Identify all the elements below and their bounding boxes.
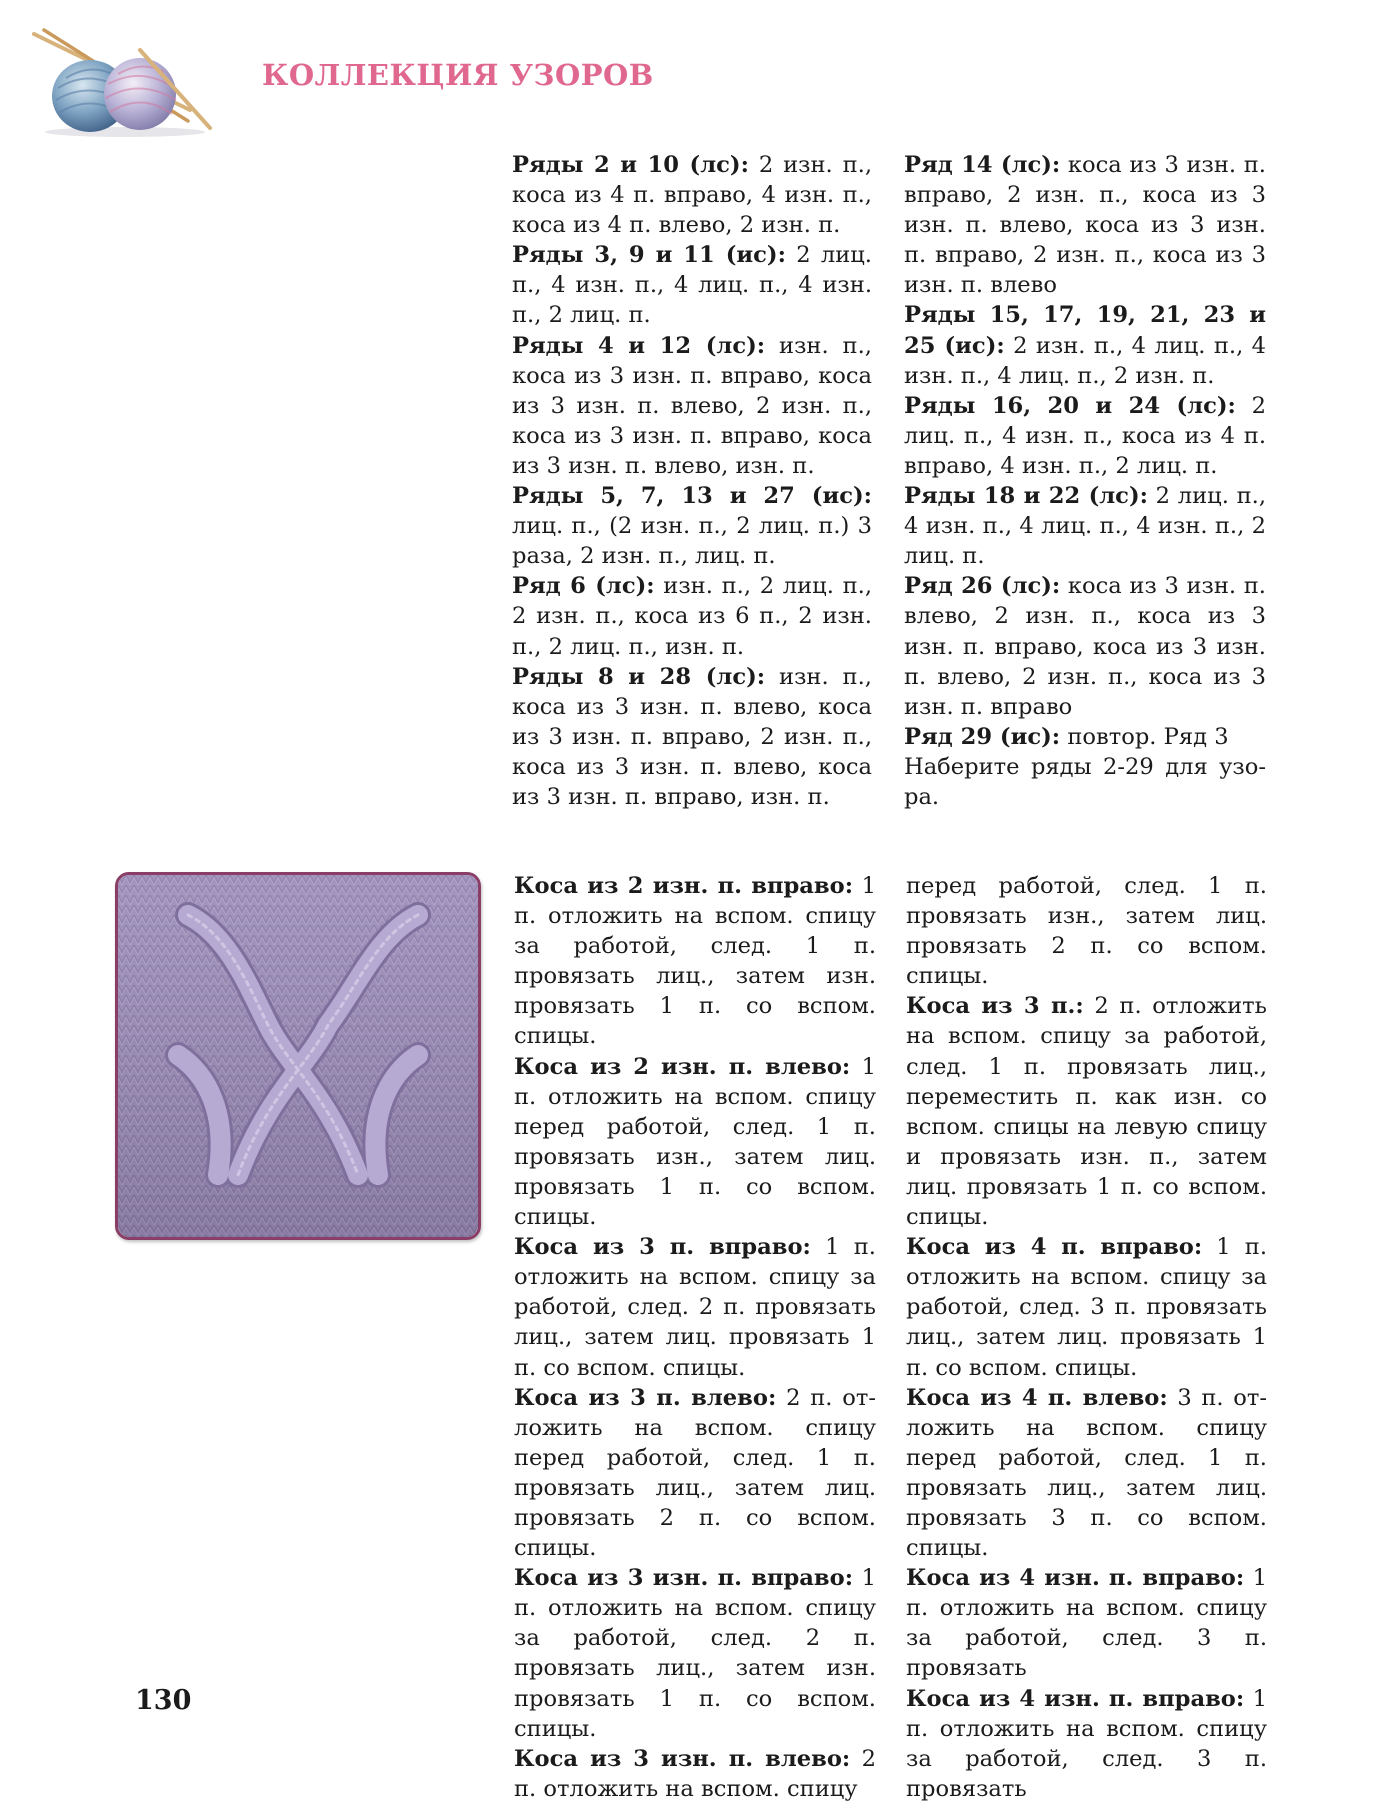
paragraph-heading: Коса из 2 изн. п. вправо: [514, 873, 854, 899]
page-title: КОЛЛЕКЦИЯ УЗОРОВ [262, 58, 654, 92]
knitted-swatch-image [115, 872, 481, 1240]
paragraph-heading: Ряды 16, 20 и 24 (лс): [904, 392, 1236, 419]
paragraph-heading: Коса из 3 п. влево: [514, 1384, 777, 1411]
paragraph-heading: Ряды 3, 9 и 11 (ис): [512, 242, 786, 269]
paragraph-heading: Ряды 5, 7, 13 и 27 (ис): [512, 483, 872, 510]
text-paragraph [906, 991, 1267, 1232]
paragraph-body: 1 п. отложить на вспом. спицу за работой, след. 3 п. провязать [906, 1565, 1267, 1682]
paragraph-heading: Ряд 14 (лс): [904, 152, 1061, 178]
page-number: 130 [135, 1685, 192, 1716]
paragraph-body: 2 лиц. п., 4 изн. п., 4 лиц. п., 4 изн. п., 2 лиц. п. [904, 483, 1267, 570]
paragraph-heading: Коса из 4 изн. п. вправо: [906, 1565, 1245, 1592]
paragraph-body: 1 п. отложить на вспом. спицу за работой, след. 3 п. провязать лиц., затем лиц. провязать 1 п. со вспом. спицы. [906, 1234, 1267, 1381]
paragraph-body: 2 п. отложить на вспом. спицу [514, 1745, 877, 1802]
paragraph-body: 2 изн. п., коса из 4 п. вправо, 4 изн. п., коса из 4 п. влево, 2 изн. п. [512, 152, 872, 239]
yarn-balls-icon [30, 28, 220, 138]
text-paragraph [514, 1232, 876, 1382]
paragraph-heading: Ряд 26 (лс): [904, 573, 1061, 600]
text-paragraph [514, 1052, 876, 1233]
paragraph-heading: Коса из 3 п.: [906, 993, 1084, 1020]
paragraph-heading: Ряды 4 и 12 (лс): [512, 332, 766, 359]
pattern-rows-column-2 [904, 150, 1266, 812]
paragraph-heading: Ряды 18 и 22 (лс): [904, 483, 1148, 510]
text-paragraph [512, 331, 872, 481]
paragraph-heading: Ряды 15, 17, 19, 21, 23 и 25 (ис): [904, 302, 1266, 359]
text-paragraph [514, 1383, 876, 1564]
paragraph-heading: Ряды 8 и 28 (лс): [512, 663, 766, 690]
text-paragraph [906, 1563, 1267, 1683]
paragraph-body: 1 п. отложить на вспом. спицу за работой, след. 2 п. провязать лиц., затем изн. провязать 1 п. со вспом. спицы. [514, 1565, 876, 1742]
text-paragraph [904, 391, 1266, 481]
paragraph-body: 2 лиц. п., 4 изн. п., 4 лиц. п., 4 изн. п., 2 лиц. п. [512, 242, 872, 329]
paragraph-body: 2 лиц. п., 4 изн. п., коса из 4 п. вправо, 4 изн. п., 2 лиц. п. [904, 392, 1266, 479]
paragraph-heading: Ряд 6 (лс): [512, 573, 655, 600]
text-paragraph [514, 1744, 876, 1804]
paragraph-body: 2 п. отложить на вспом. спицу перед работой, след. 1 п. провязать лиц., затем лиц. провязать 2 п. со вспом. спицы. [514, 1384, 876, 1562]
text-paragraph [512, 571, 872, 661]
paragraph-body: перед работой, след. 1 п. провязать изн., затем лиц. провязать 2 п. со вспом. спицы. [906, 873, 1267, 990]
paragraph-heading: Коса из 4 п. влево: [906, 1384, 1168, 1411]
text-paragraph [514, 1563, 876, 1744]
paragraph-heading: Коса из 3 изн. п. вправо: [514, 1565, 854, 1592]
paragraph-body: изн. п., коса из 3 изн. п. влево, коса из 3 изн. п. вправо, 2 изн. п., коса из 3 изн. п. влево, коса из 3 изн. п. вправо, изн. п. [512, 663, 872, 810]
text-paragraph [906, 1684, 1267, 1804]
paragraph-body: коса из 3 изн. п. влево, 2 изн. п., коса из 3 изн. п. вправо, коса из 3 изн. п. влево, 2 изн. п., коса из 3 изн. п. вправо [904, 573, 1266, 720]
text-paragraph [512, 481, 872, 571]
text-paragraph [906, 1232, 1267, 1382]
text-paragraph [512, 240, 872, 330]
text-paragraph [904, 722, 1266, 752]
text-paragraph [514, 871, 876, 1052]
paragraph-heading: Ряды 2 и 10 (лс): [512, 152, 749, 178]
text-paragraph [904, 300, 1266, 390]
paragraph-body: 1 п. отложить на вспом. спицу перед работой, след. 1 п. провязать изн., затем лиц. провязать 1 п. со вспом. спицы. [514, 1053, 877, 1231]
paragraph-body: изн. п., коса из 3 изн. п. вправо, коса из 3 изн. п. влево, 2 изн. п., коса из 3 изн. п. вправо, коса из 3 изн. п. влево, изн. п. [512, 332, 872, 479]
text-paragraph [512, 150, 872, 240]
text-paragraph [904, 571, 1266, 721]
paragraph-body: 1 п. отложить на вспом. спицу за работой, след. 1 п. провязать лиц., затем изн. провязать 1 п. со вспом. спицы. [514, 873, 876, 1050]
cable-abbreviations-column-1 [514, 871, 876, 1804]
cable-abbreviations-column-2 [906, 871, 1267, 1804]
paragraph-body: коса из 3 изн. п. вправо, 2 изн. п., коса из 3 изн. п. влево, коса из 3 изн. п. вправо, 2 изн. п., коса из 3 изн. п. влево [904, 152, 1266, 299]
paragraph-heading: Коса из 3 п. вправо: [514, 1234, 811, 1261]
paragraph-body: 2 изн. п., 4 лиц. п., 4 изн. п., 4 лиц. п., 2 изн. п. [904, 332, 1266, 389]
paragraph-body: Наберите ряды 2-29 для узора. [904, 753, 1266, 810]
paragraph-body: 1 п. отложить на вспом. спицу за работой, след. 2 п. провязать лиц., затем лиц. провязать 1 п. со вспом. спицы. [514, 1234, 876, 1381]
text-paragraph [904, 752, 1266, 812]
paragraph-body: 1 п. отложить на вспом. спицу за работой, след. 3 п. провязать [906, 1685, 1267, 1802]
text-paragraph [904, 150, 1266, 300]
text-paragraph [906, 871, 1267, 991]
paragraph-heading: Ряд 29 (ис): [904, 723, 1061, 750]
cable-pattern-illustration [118, 875, 478, 1237]
text-paragraph [906, 1383, 1267, 1564]
text-paragraph [512, 662, 872, 812]
paragraph-body: повтор. Ряд 3 [1060, 723, 1229, 750]
paragraph-body: лиц. п., (2 изн. п., 2 лиц. п.) 3 раза, 2 изн. п., лиц. п. [512, 513, 872, 570]
paragraph-heading: Коса из 4 изн. п. вправо: [906, 1685, 1245, 1712]
paragraph-body: 3 п. отложить на вспом. спицу перед работой, след. 1 п. провязать лиц., затем лиц. провязать 3 п. со вспом. спицы. [906, 1384, 1267, 1562]
pattern-rows-column-1 [512, 150, 872, 812]
text-paragraph [904, 481, 1266, 571]
paragraph-heading: Коса из 2 изн. п. влево: [514, 1053, 851, 1080]
paragraph-heading: Коса из 4 п. вправо: [906, 1234, 1203, 1261]
paragraph-body: 2 п. отложить на вспом. спицу за работой, след. 1 п. провязать лиц., переместить п. как изн. со вспом. спицы на левую спицу и провязать изн. п., затем лиц. провязать 1 п. со вспом. спицы. [906, 993, 1267, 1231]
paragraph-heading: Коса из 3 изн. п. влево: [514, 1745, 851, 1772]
paragraph-body: изн. п., 2 лиц. п., 2 изн. п., коса из 6 п., 2 изн. п., 2 лиц. п., изн. п. [512, 573, 872, 660]
